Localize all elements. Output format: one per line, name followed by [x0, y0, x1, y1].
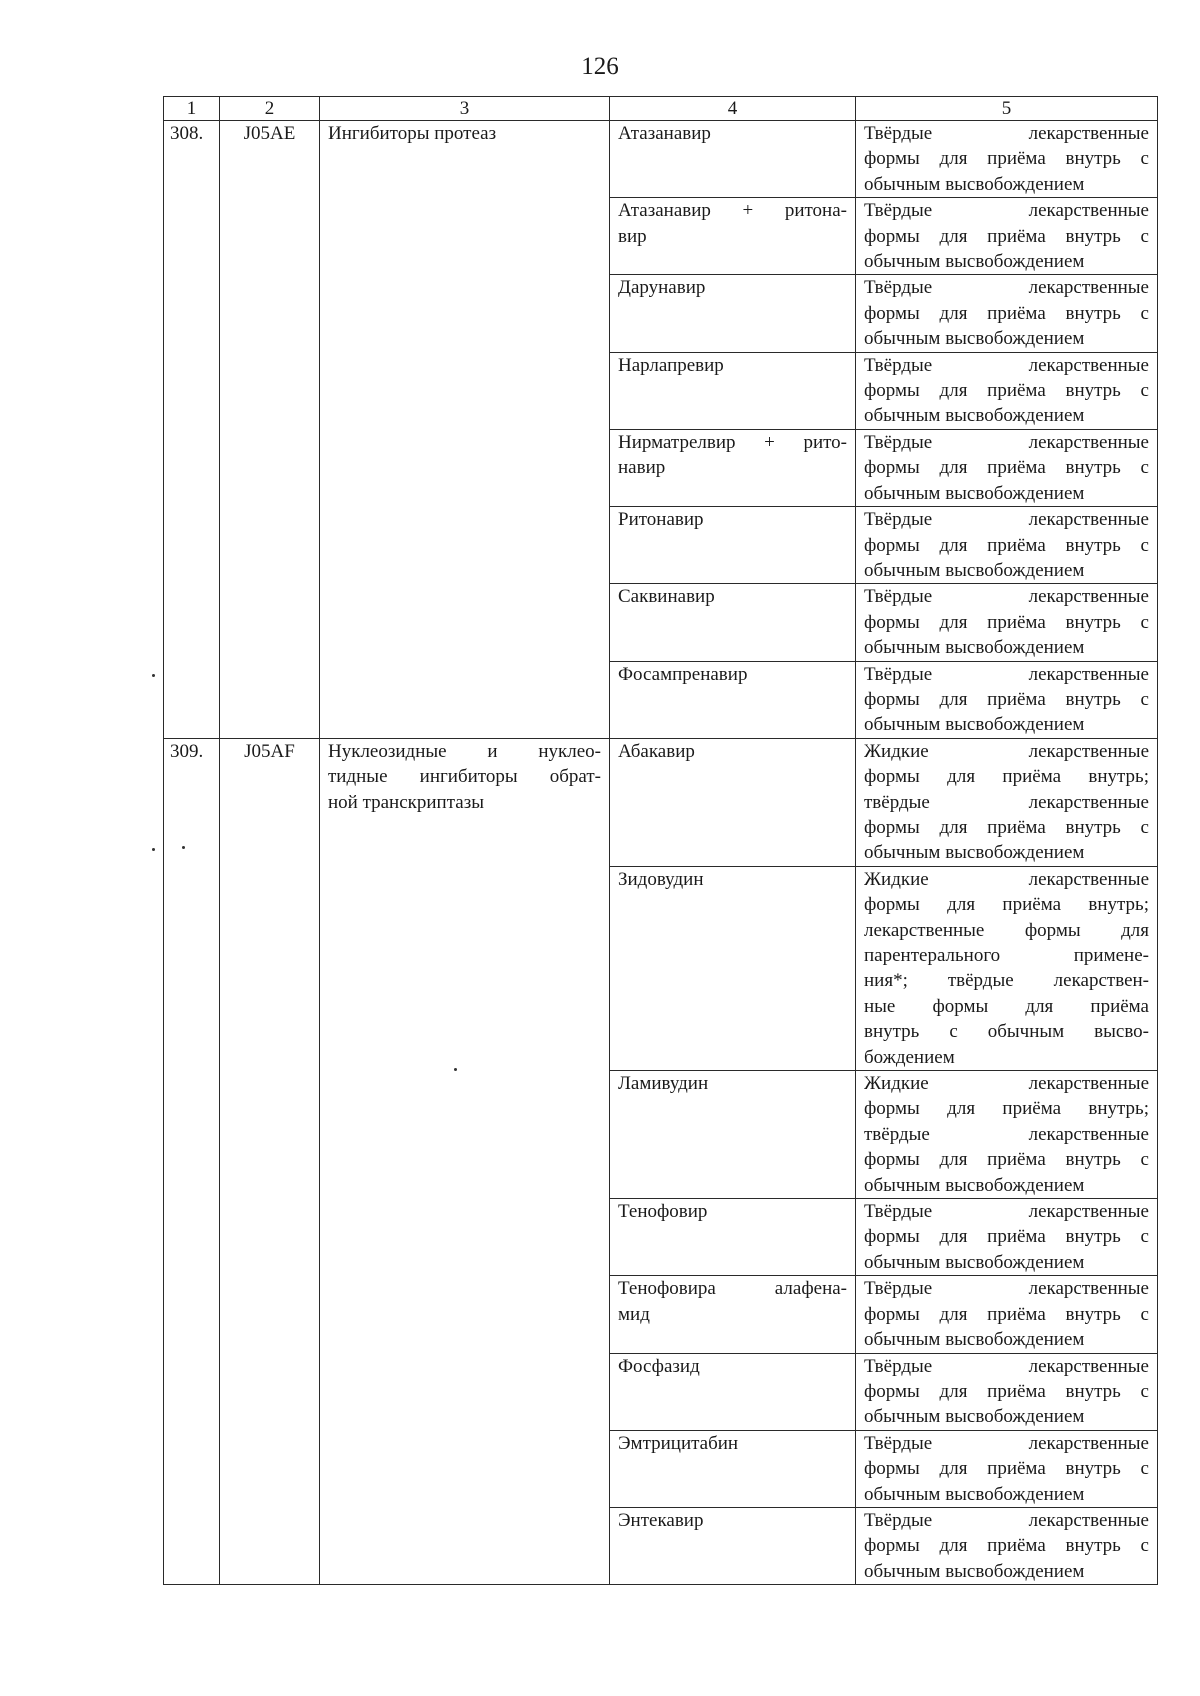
text-line: бождением: [864, 1046, 955, 1068]
text-line: обычным высвобождением: [864, 1329, 1085, 1351]
drug-name-cell: [610, 584, 856, 661]
text-line: Зидовудин: [618, 868, 704, 890]
text-line: ния*; твёрдые лекарствен-: [864, 970, 1149, 992]
drug-name-cell: [610, 866, 856, 1070]
text-line: формы для приёма внутрь с: [864, 148, 1149, 170]
text-line: формы для приёма внутрь;: [864, 1098, 1149, 1120]
text-line: обычным высвобождением: [864, 842, 1085, 864]
text-line: Твёрдые лекарственные: [864, 1278, 1149, 1300]
text-line: Нарлапревир: [618, 354, 724, 376]
text-line: обычным высвобождением: [864, 1251, 1085, 1273]
drug-name-cell: [610, 1430, 856, 1507]
atc-code-cell: J05AE: [220, 121, 320, 739]
drug-name-cell: [610, 1353, 856, 1430]
text-line: обычным высвобождением: [864, 1483, 1085, 1505]
table-row: [164, 121, 1158, 198]
text-line: формы для приёма внутрь с: [864, 1226, 1149, 1248]
drug-name-cell: [610, 738, 856, 866]
text-line: лекарственные формы для: [864, 919, 1149, 941]
text-line: Атазанавир + ритона-: [618, 200, 847, 222]
text-line: формы для приёма внутрь;: [864, 766, 1149, 788]
header-row: [164, 97, 1158, 121]
text-line: навир: [618, 457, 666, 479]
dosage-form-cell: [856, 1276, 1158, 1353]
text-line: Твёрдые лекарственные: [864, 431, 1149, 453]
text-line: формы для приёма внутрь с: [864, 1149, 1149, 1171]
text-line: Твёрдые лекарственные: [864, 123, 1149, 144]
scan-speck: [454, 1068, 457, 1071]
text-line: Жидкие лекарственные: [864, 1073, 1149, 1095]
column-header: 1: [164, 97, 220, 121]
text-line: формы для приёма внутрь с: [864, 688, 1149, 710]
text-line: обычным высвобождением: [864, 405, 1085, 427]
dosage-form-cell: [856, 275, 1158, 352]
row-number-cell: 309.: [164, 738, 220, 1584]
text-line: Жидкие лекарственные: [864, 740, 1149, 762]
text-line: Ламивудин: [618, 1073, 709, 1095]
dosage-form-cell: [856, 429, 1158, 506]
text-line: мид: [618, 1303, 650, 1325]
text-line: парентерального примене-: [864, 945, 1149, 966]
text-line: Твёрдые лекарственные: [864, 277, 1149, 299]
drug-name-cell: [610, 121, 856, 198]
drug-name-cell: [610, 275, 856, 352]
dosage-form-cell: [856, 1199, 1158, 1276]
column-header: 3: [320, 97, 610, 121]
text-line: обычным высвобождением: [864, 1174, 1085, 1196]
text-line: Фосфазид: [618, 1355, 700, 1377]
column-header: 5: [856, 97, 1158, 121]
drug-name-cell: [610, 661, 856, 738]
text-line: обычным высвобождением: [864, 1560, 1085, 1582]
text-line: Саквинавир: [618, 586, 715, 608]
text-line: Ингибиторы протеаз: [328, 123, 497, 144]
dosage-form-cell: [856, 121, 1158, 198]
text-line: вир: [618, 225, 647, 247]
text-line: Твёрдые лекарственные: [864, 586, 1149, 608]
text-line: Атазанавир: [618, 123, 711, 144]
dosage-form-cell: [856, 584, 1158, 661]
text-line: Нирматрелвир + рито-: [618, 431, 847, 453]
text-line: формы для приёма внутрь с: [864, 1458, 1149, 1480]
text-line: Эмтрицитабин: [618, 1432, 739, 1454]
drug-name-cell: [610, 507, 856, 584]
drug-name-cell: [610, 198, 856, 275]
text-line: обычным высвобождением: [864, 714, 1085, 736]
dosage-form-cell: [856, 1353, 1158, 1430]
text-line: формы для приёма внутрь;: [864, 894, 1149, 916]
text-line: формы для приёма внутрь с: [864, 1535, 1149, 1557]
pharmacological-group-cell: [320, 738, 610, 1584]
text-line: обычным высвобождением: [864, 251, 1085, 273]
text-line: Твёрдые лекарственные: [864, 200, 1149, 222]
text-line: формы для приёма внутрь с: [864, 457, 1149, 479]
drug-list-table: [163, 96, 1158, 1585]
scan-speck: [152, 674, 155, 677]
text-line: Нуклеозидные и нуклео-: [328, 740, 601, 762]
dosage-form-cell: [856, 1507, 1158, 1584]
text-line: Твёрдые лекарственные: [864, 354, 1149, 376]
drug-name-cell: [610, 1199, 856, 1276]
text-line: обычным высвобождением: [864, 173, 1085, 195]
drug-name-cell: [610, 1507, 856, 1584]
pharmacological-group-cell: [320, 121, 610, 739]
dosage-form-cell: [856, 866, 1158, 1070]
text-line: формы для приёма внутрь с: [864, 611, 1149, 633]
text-line: Твёрдые лекарственные: [864, 1432, 1149, 1454]
text-line: формы для приёма внутрь с: [864, 1303, 1149, 1325]
text-line: ной транскриптазы: [328, 791, 484, 813]
scan-speck: [152, 848, 155, 851]
dosage-form-cell: [856, 661, 1158, 738]
dosage-form-cell: [856, 198, 1158, 275]
text-line: Фосампренавир: [618, 663, 748, 685]
text-line: формы для приёма внутрь с: [864, 225, 1149, 247]
drug-name-cell: [610, 1276, 856, 1353]
text-line: твёрдые лекарственные: [864, 1123, 1149, 1145]
text-line: формы для приёма внутрь с: [864, 380, 1149, 402]
column-header: 4: [610, 97, 856, 121]
dosage-form-cell: [856, 738, 1158, 866]
page-number: 126: [581, 53, 619, 80]
dosage-form-cell: [856, 507, 1158, 584]
text-line: Твёрдые лекарственные: [864, 1509, 1149, 1531]
atc-code-cell: J05AF: [220, 738, 320, 1584]
text-line: обычным высвобождением: [864, 637, 1085, 659]
text-line: тидные ингибиторы обрат-: [328, 766, 601, 788]
drug-name-cell: [610, 429, 856, 506]
text-line: Твёрдые лекарственные: [864, 509, 1149, 531]
text-line: формы для приёма внутрь с: [864, 302, 1149, 324]
text-line: Ритонавир: [618, 509, 704, 531]
row-number-cell: 308.: [164, 121, 220, 739]
text-line: Тенофовира алафена-: [618, 1278, 847, 1300]
column-header: 2: [220, 97, 320, 121]
text-line: обычным высвобождением: [864, 559, 1085, 581]
dosage-form-cell: [856, 1430, 1158, 1507]
text-line: Жидкие лекарственные: [864, 868, 1149, 890]
text-line: формы для приёма внутрь с: [864, 534, 1149, 556]
text-line: обычным высвобождением: [864, 328, 1085, 350]
table-row: [164, 738, 1158, 866]
text-line: формы для приёма внутрь с: [864, 816, 1149, 838]
dosage-form-cell: [856, 352, 1158, 429]
text-line: Дарунавир: [618, 277, 706, 299]
drug-name-cell: [610, 352, 856, 429]
text-line: Энтекавир: [618, 1509, 704, 1531]
text-line: обычным высвобождением: [864, 1406, 1085, 1428]
text-line: Твёрдые лекарственные: [864, 1355, 1149, 1377]
text-line: внутрь с обычным высво-: [864, 1021, 1149, 1043]
drug-name-cell: [610, 1071, 856, 1199]
text-line: обычным высвобождением: [864, 482, 1085, 504]
text-line: Твёрдые лекарственные: [864, 663, 1149, 685]
text-line: твёрдые лекарственные: [864, 791, 1149, 813]
text-line: Абакавир: [618, 740, 695, 762]
text-line: Твёрдые лекарственные: [864, 1201, 1149, 1223]
dosage-form-cell: [856, 1071, 1158, 1199]
text-line: ные формы для приёма: [864, 995, 1149, 1017]
table-body: [164, 97, 1158, 1585]
scan-speck: [182, 846, 185, 849]
text-line: формы для приёма внутрь с: [864, 1380, 1149, 1402]
text-line: Тенофовир: [618, 1201, 708, 1223]
